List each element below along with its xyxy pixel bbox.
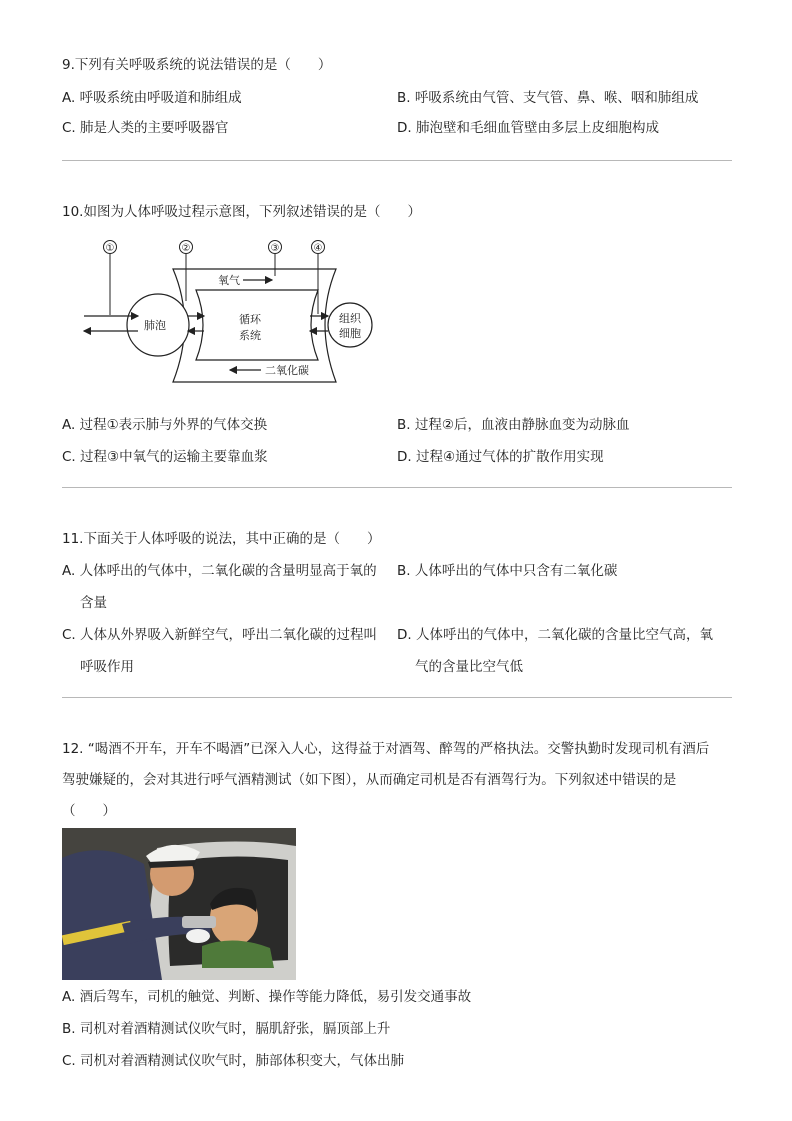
q12-stem-line-2: 驾驶嫌疑的，会对其进行呼气酒精测试（如下图），从而确定司机是否有酒驾行为。下列叙述中错误的是 [62, 772, 677, 788]
q9-option-d[interactable]: D. 肺泡壁和毛细血管壁由多层上皮细胞构成 [397, 120, 659, 136]
q11-option-a[interactable]: A. 人体呼出的气体中，二氧化碳的含量明显高于氧的 [62, 563, 377, 579]
co2-label: 二氧化碳 [265, 364, 309, 377]
circulation-label-2: 系统 [239, 329, 261, 342]
respiration-diagram [78, 236, 378, 386]
q9-option-b[interactable]: B. 呼吸系统由气管、支气管、鼻、喉、咽和肺组成 [397, 90, 699, 106]
q10-option-b[interactable]: B. 过程②后，血液由静脉血变为动脉血 [397, 417, 630, 433]
q10-option-d[interactable]: D. 过程④通过气体的扩散作用实现 [397, 449, 604, 465]
marker-1: ① [105, 243, 115, 254]
circulation-label-1: 循环 [239, 313, 261, 326]
q12-option-a[interactable]: A. 酒后驾车，司机的触觉、判断、操作等能力降低，易引发交通事故 [62, 989, 472, 1005]
alveoli-label: 肺泡 [144, 319, 166, 332]
q11-option-c-cont: 呼吸作用 [80, 659, 134, 675]
q11-option-c[interactable]: C. 人体从外界吸入新鲜空气，呼出二氧化碳的过程叫 [62, 627, 378, 643]
q10-stem: 10.如图为人体呼吸过程示意图，下列叙述错误的是（ ） [62, 204, 421, 220]
oxygen-label: 氧气 [218, 274, 240, 287]
divider [62, 487, 732, 488]
q11-option-b[interactable]: B. 人体呼出的气体中只含有二氧化碳 [397, 563, 618, 579]
breathalyzer-test-illustration [62, 828, 296, 980]
q12-stem-line-3: （ ） [62, 803, 116, 819]
q11-option-d[interactable]: D. 人体呼出的气体中，二氧化碳的含量比空气高，氧 [397, 627, 713, 643]
q12-stem-line-1: 12. “喝酒不开车，开车不喝酒”已深入人心，这得益于对酒驾、醉驾的严格执法。交警执勤时发现司机有酒后 [62, 741, 710, 757]
q11-option-d-cont: 气的含量比空气低 [415, 659, 523, 675]
marker-2: ② [181, 243, 191, 254]
q10-option-c[interactable]: C. 过程③中氧气的运输主要靠血浆 [62, 449, 268, 465]
q12-option-c[interactable]: C. 司机对着酒精测试仪吹气时，肺部体积变大，气体出肺 [62, 1053, 405, 1069]
divider [62, 697, 732, 698]
q12-option-b[interactable]: B. 司机对着酒精测试仪吹气时，膈肌舒张，膈顶部上升 [62, 1021, 391, 1037]
q11-option-a-cont: 含量 [80, 595, 107, 611]
tissue-label-1: 组织 [339, 312, 361, 325]
q10-option-a[interactable]: A. 过程①表示肺与外界的气体交换 [62, 417, 268, 433]
tissue-cell-circle [328, 303, 372, 347]
q9-option-c[interactable]: C. 肺是人类的主要呼吸器官 [62, 120, 229, 136]
tissue-label-2: 细胞 [339, 327, 361, 340]
q11-stem: 11.下面关于人体呼吸的说法，其中正确的是（ ） [62, 531, 381, 547]
marker-4: ④ [313, 243, 323, 254]
divider [62, 160, 732, 161]
marker-3: ③ [270, 243, 280, 254]
q9-stem: 9.下列有关呼吸系统的说法错误的是（ ） [62, 57, 332, 73]
q9-option-a[interactable]: A. 呼吸系统由呼吸道和肺组成 [62, 90, 242, 106]
